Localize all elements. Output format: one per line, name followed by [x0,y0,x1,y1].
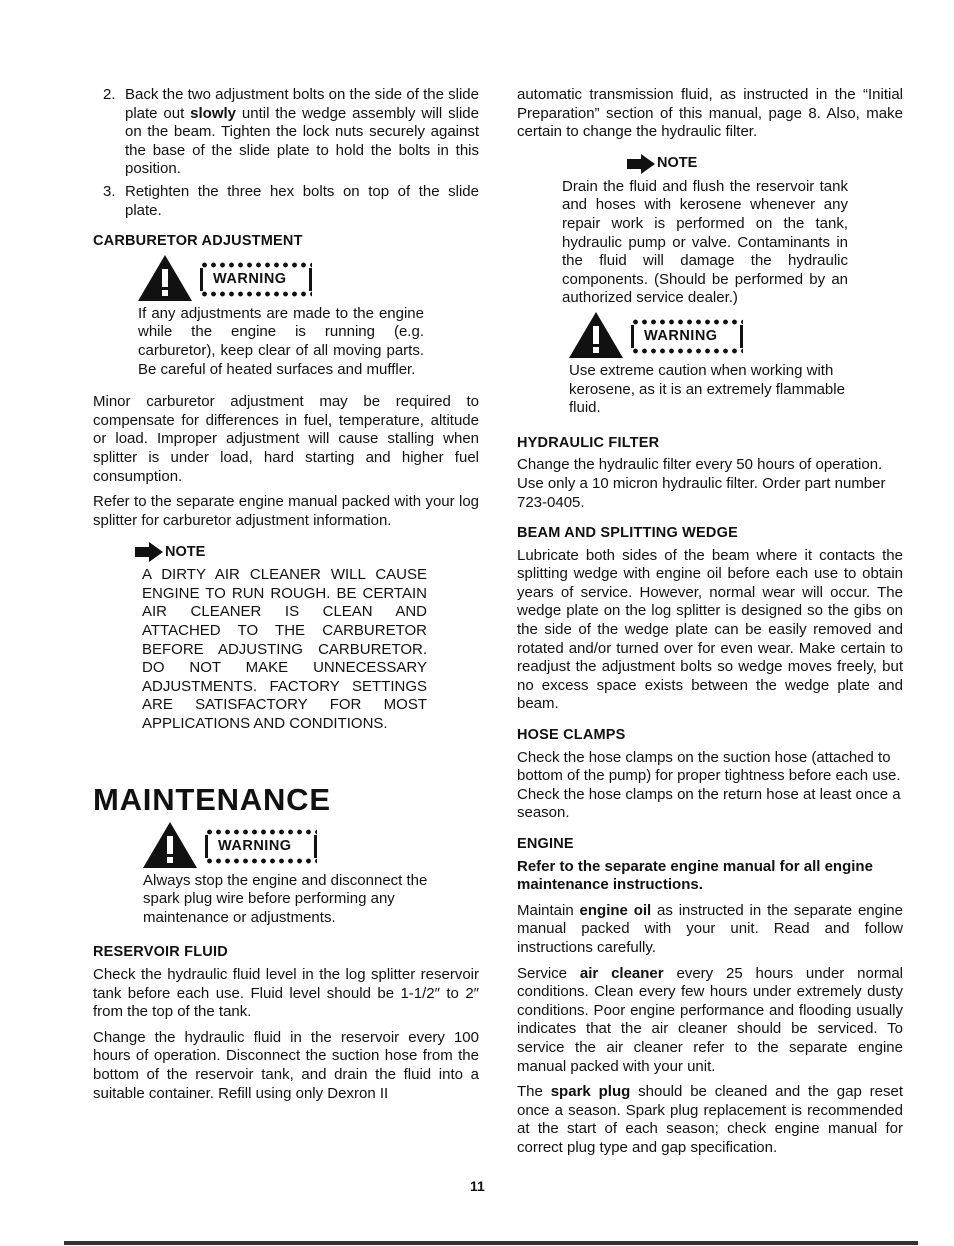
carburetor-warning-block [138,255,424,379]
warning-label: WARNING [200,268,312,291]
list-number: 2. [103,86,116,103]
engine-bold-paragraph: Refer to the separate engine manual for all engine maintenance instructions. [517,857,873,894]
note-text: Drain the fluid and flush the reservoir tank and hoses with kerosene whenever any repair work is performed on the tank, hydraulic pump or valve. Contaminants in the fluid will damage the hydraulic components. (Should be performed by an authorized service dealer.) [562,177,848,307]
right-column [517,86,903,1165]
list-item [93,183,479,220]
list-item [93,86,479,179]
note-block [142,566,427,733]
maintenance-warning-text: Always stop the engine and disconnect the spark plug wire before performing any maintenance or adjustments. [143,871,428,926]
beam-heading: BEAM AND SPLITTING WEDGE [517,525,738,542]
warning-label: WARNING [631,325,743,348]
list-number: 3. [103,182,116,200]
warning-triangle-icon [138,255,192,301]
note-header [627,154,903,174]
maintenance-title: MAINTENANCE [93,781,331,817]
note-label: NOTE [657,155,698,172]
note-label: NOTE [165,543,206,560]
engine-oil-paragraph: Maintain engine oil as instructed in the separate engine manual packed with your unit. Read and follow instructions carefully. [517,901,903,956]
bottom-rule [64,1241,918,1245]
warning-triangle-icon [143,822,197,868]
air-cleaner-paragraph: Service air cleaner every 25 hours under normal conditions. Clean every few hours under extremely dusty conditions. Poor engine performance and flooding usually indicates that the air cleaner should be serviced. To service the air cleaner refer to the separate engine manual packed with your unit. [517,964,903,1075]
note-header [135,542,479,562]
warning-header [143,822,429,868]
warning-triangle-icon [569,312,623,358]
arrow-right-icon [135,542,163,562]
note-text: A DIRTY AIR CLEANER WILL CAUSE ENGINE TO RUN ROUGH. BE CERTAIN AIR CLEANER IS CLEAN AND ATTACHED TO THE CARBURETOR BEFORE ADJUSTING CARBURETOR. DO NOT MAKE UNNECESSARY ADJUSTMENTS. FACTORY SETTINGS ARE SATISFACTORY FOR MOST APPLICATIONS AND CONDITIONS. [142,566,427,733]
beam-paragraph: Lubricate both sides of the beam where it contacts the splitting wedge with engine oil before each use to obtain years of service. However, normal wear will occur. The wedge plate on the log splitter is designed so the gibs on the side of the wedge plate can be easily removed and rotated and/or turned over for even wear. Make certain to readjust the adjustment bolts so wedge moves freely, but no excess space exists between the wedge plate and beam. [517,546,903,713]
note-block [562,178,848,308]
left-column [93,86,479,1110]
warning-label-box [205,829,317,864]
hydraulic-filter-paragraph: Change the hydraulic filter every 50 hours of operation. Use only a 10 micron hydraulic filter. Order part number 723-0405. [517,456,886,511]
spark-plug-paragraph: The spark plug should be cleaned and the gap reset once a season. Spark plug replacement is recommended at the start of each season; check engine manual for correct plug type and gap specification. [517,1083,903,1156]
hose-clamps-paragraph: Check the hose clamps on the suction hose (attached to bottom of the pump) for proper tightness before each use. Check the hose clamps on the return hose at least once a season. [517,748,901,822]
carburetor-warning-text: If any adjustments are made to the engine while the engine is running (e.g. carburetor), keep clear of all moving parts. Be careful of heated surfaces and muffler. [138,304,424,378]
maintenance-warning-block [143,822,429,928]
warning-label: WARNING [205,835,317,858]
hydraulic-filter-heading: HYDRAULIC FILTER [517,434,660,451]
list-text: Back the two adjustment bolts on the side of the slide plate out slowly until the wedge assembly will slide on the beam. Tighten the lock nuts securely against the base of the slide plate to hold the bolts in this position. [125,86,479,178]
carburetor-paragraph: Minor carburetor adjustment may be required to compensate for differences in fuel, temperature, altitude or load. Improper adjustment will cause stalling when splitter is under load, hard starting and higher fuel consumption. [93,393,479,485]
reservoir-heading: RESERVOIR FLUID [93,944,228,961]
carburetor-heading: CARBURETOR ADJUSTMENT [93,233,303,250]
hose-clamps-heading: HOSE CLAMPS [517,727,626,744]
list-text: Retighten the three hex bolts on top of the slide plate. [125,182,479,219]
reservoir-paragraph: Check the hydraulic fluid level in the log splitter reservoir tank before each use. Fluid level should be 1-1/2″ to 2″ from the top of the tank. [93,966,479,1021]
reservoir-paragraph: Change the hydraulic fluid in the reservoir every 100 hours of operation. Disconnect the suction hose from the bottom of the reservoir tank, and drain the fluid into a suitable container. Refill using only Dexron II [93,1028,479,1102]
warning-header [569,312,863,358]
arrow-right-icon [627,154,655,174]
kerosene-warning-text: Use extreme caution when working with kerosene, as it is an extremely flammable fluid. [569,361,845,417]
warning-header [138,255,424,301]
warning-label-box [200,262,312,297]
kerosene-warning-block [569,312,863,418]
carburetor-paragraph: Refer to the separate engine manual packed with your log splitter for carburetor adjustment information. [93,493,479,529]
continued-paragraph: automatic transmission fluid, as instructed in the “Initial Preparation” section of this manual, page 8. Also, make certain to change the hydraulic filter. [517,86,903,141]
engine-heading: ENGINE [517,836,574,852]
warning-label-box [631,319,743,354]
page-number: 11 [470,1178,485,1194]
